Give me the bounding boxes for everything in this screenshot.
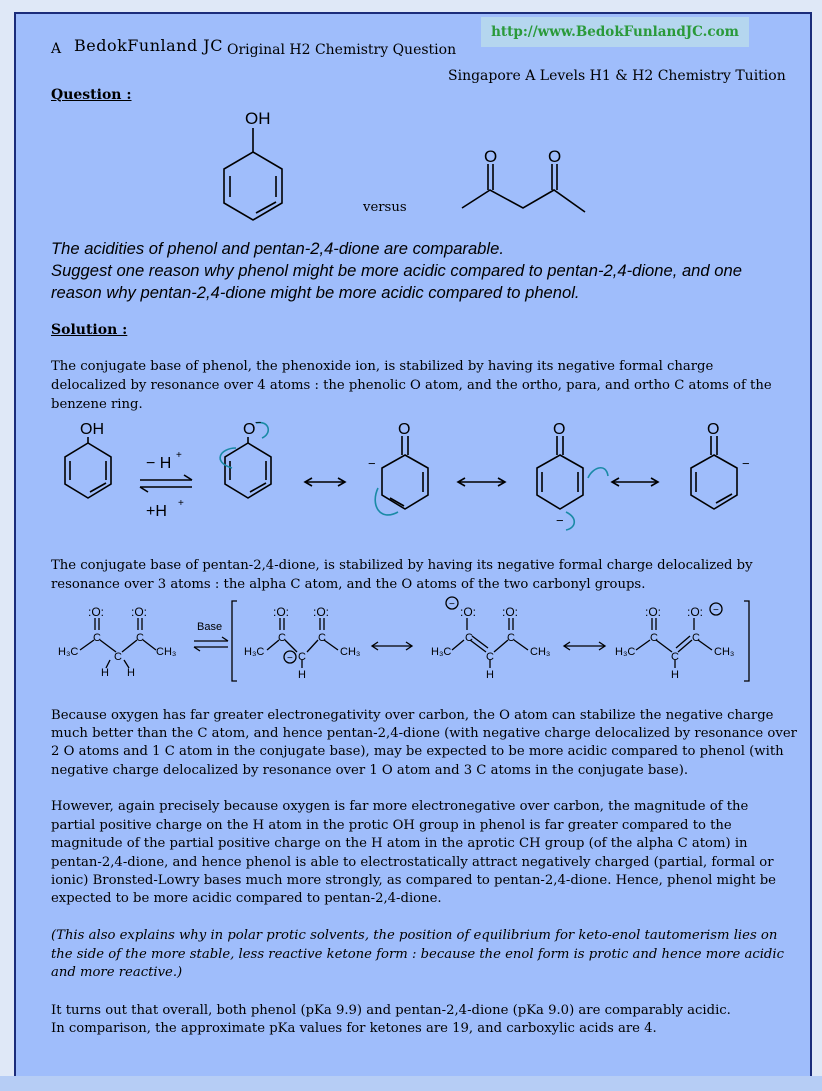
solution-p4-line-1: However, again precisely because oxygen is far more electronegative over carbon, the magnitude of the (51, 799, 749, 814)
c-3: C (136, 632, 144, 644)
oxy-2: :O: (131, 605, 148, 619)
solution-p3-line-4: negative charge delocalized by resonance over 1 O atom and 3 C atoms in the conjugate base). (51, 763, 689, 778)
solution-p5-line-2: the side of the more stable, less reactive ketone form : because the enol form is protic and hence more acidic (51, 947, 784, 962)
solution-p4-line-5: ionic) Bronsted-Lowry bases much more strongly, as compared to pentan-2,4-dione. Hence, phenol might be (51, 873, 776, 888)
question-line-1: The acidities of phenol and pentan-2,4-dione are comparable. (51, 239, 504, 258)
c-11: C (671, 651, 679, 663)
question-line-3: reason why pentan-2,4-dione might be more acidic compared to phenol. (51, 283, 580, 302)
oxy-8: :O: (687, 605, 704, 619)
c-7: C (465, 632, 473, 644)
solution-p2-line-1: The conjugate base of pentan-2,4-dione, is stabilized by having its negative formal charge delocalized by (51, 558, 753, 573)
enolate-charge-3: − (713, 605, 719, 616)
ch3-4: CH₃ (714, 646, 735, 658)
base-label: Base (197, 621, 223, 633)
oxy-1: :O: (88, 605, 105, 619)
phenol-oh-label: OH (245, 109, 271, 128)
header-prefix: A (51, 41, 62, 57)
oxy-6: :O: (502, 605, 519, 619)
question-line-2: Suggest one reason why phenol might be more acidic compared to pentan-2,4-dione, and one (51, 261, 742, 280)
c-1: C (93, 632, 101, 644)
plus-h-label: +H (146, 503, 167, 520)
h3c-1: H₃C (58, 646, 79, 658)
c-2: C (114, 651, 122, 663)
c-5: C (298, 651, 306, 663)
minus-h-label: − H (146, 455, 172, 472)
brand-logo-text: BedokFunland JC (74, 36, 223, 55)
h-1: H (101, 667, 109, 679)
c-10: C (650, 632, 658, 644)
c-8: C (486, 651, 494, 663)
c-9: C (507, 632, 515, 644)
solution-p5-line-1: (This also explains why in polar protic solvents, the position of equilibrium for keto-enol tautomerism lies on (51, 928, 778, 943)
solution-p1-line-3: benzene ring. (51, 397, 143, 412)
solution-p6-line-2: In comparison, the approximate pKa values for ketones are 19, and carboxylic acids are 4. (51, 1021, 657, 1036)
question-heading: Question : (51, 87, 132, 103)
phenoxide-o-label: O (243, 421, 256, 438)
site-url-link[interactable]: http://www.BedokFunlandJC.com (481, 17, 749, 47)
solution-p3-line-3: 2 O atoms and 1 C atom in the conjugate base), may be expected to be more acidic compared to phenol (with (51, 744, 784, 759)
versus-label: versus (363, 200, 407, 215)
minus-h-sup: + (176, 450, 182, 461)
solution-p4-line-2: partial positive charge on the H atom in the protic OH group in phenol is far greater compared to the (51, 818, 732, 833)
h3c-4: H₃C (615, 646, 636, 658)
solution-p4-line-6: expected to be more acidic compared to pentan-2,4-dione. (51, 891, 442, 906)
oxy-3: :O: (273, 605, 290, 619)
solution-p4-line-3: magnitude of the partial positive charge on the H atom in the aprotic CH group (of the alpha C atom) in (51, 836, 748, 851)
solution-p1-line-2: delocalized by resonance over 4 atoms : the phenolic O atom, and the ortho, para, and ortho C atoms of the (51, 378, 772, 393)
para-charge: − (556, 513, 564, 528)
oxy-4: :O: (313, 605, 330, 619)
h-3: H (298, 669, 306, 681)
c-12: C (692, 632, 700, 644)
ortho-charge: − (368, 456, 376, 471)
oxy-7: :O: (645, 605, 662, 619)
header-tagline: Original H2 Chemistry Question (227, 42, 457, 58)
dienone-o-label-3: O (553, 421, 566, 438)
c-4: C (278, 632, 286, 644)
header-subtitle: Singapore A Levels H1 & H2 Chemistry Tuition (448, 68, 786, 84)
phenoxide-charge: − (255, 417, 262, 429)
ch3-2: CH₃ (340, 646, 361, 658)
enolate-charge-2: − (449, 599, 455, 610)
c-6: C (318, 632, 326, 644)
dienone-o-label-4: O (707, 421, 720, 438)
enolate-charge-1: − (287, 653, 293, 664)
solution-p3-line-1: Because oxygen has far greater electronegativity over carbon, the O atom can stabilize the negative charge (51, 708, 774, 723)
ch3-1: CH₃ (156, 646, 177, 658)
solution-p3-line-2: much better than the C atom, and hence pentan-2,4-dione (with negative charge delocalized by resonance over (51, 726, 797, 741)
dione-o1-label: O (484, 147, 498, 166)
solution-p6-line-1: It turns out that overall, both phenol (pKa 9.9) and pentan-2,4-dione (pKa 9.0) are comparably acidic. (51, 1003, 731, 1018)
ortho-charge-2: − (742, 456, 750, 471)
plus-h-sup: + (178, 498, 184, 509)
h3c-3: H₃C (431, 646, 452, 658)
oxy-5: :O: (460, 605, 477, 619)
phenol-oh-label-2: OH (80, 421, 104, 438)
h3c-2: H₃C (244, 646, 265, 658)
solution-heading: Solution : (51, 322, 128, 338)
solution-p4-line-4: pentan-2,4-dione, and hence phenol is able to electrostatically attract negatively charged (partial, formal or (51, 855, 774, 870)
solution-p2-line-2: resonance over 3 atoms : the alpha C atom, and the O atoms of the two carbonyl groups. (51, 577, 646, 592)
solution-p1-line-1: The conjugate base of phenol, the phenoxide ion, is stabilized by having its negative formal charge (51, 359, 714, 374)
h-2: H (127, 667, 135, 679)
solution-p5-line-3: and more reactive.) (51, 965, 183, 980)
h-5: H (671, 669, 679, 681)
dione-o2-label: O (548, 147, 562, 166)
dienone-o-label-2: O (398, 421, 411, 438)
h-4: H (486, 669, 494, 681)
ch3-3: CH₃ (530, 646, 551, 658)
